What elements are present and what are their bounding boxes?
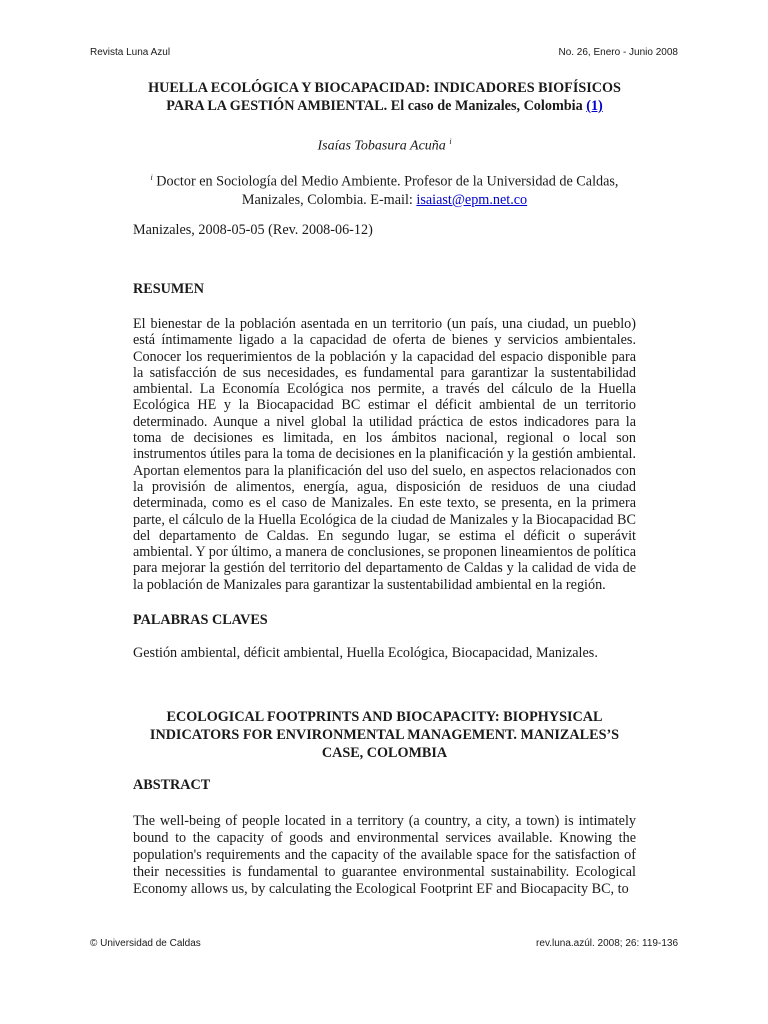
resumen-paragraph: El bienestar de la población asentada en un territorio (un país, una ciudad, un pueblo) está íntimamente ligado a la capacidad de oferta de bienes y servicios ambientales. Conocer los requerimientos de la población y la capacidad del espacio disponible para la satisfacción de sus necesidades, es fundamental para garantizar la sustentabilidad ambiental. La Economía Ecológica nos permite, a través del cálculo de la Huella Ecológica HE y la Biocapacidad BC estimar el déficit ambiental de un territorio determinado. Aunque a nivel global la utilidad práctica de estos indicadores para la toma de decisiones es limitada, en los ámbitos nacional, regional o local son instrumentos útiles para la toma de decisiones en la planificación y la gestión ambiental. Aportan elementos para la planificación del uso del suelo, en aspectos relacionados con la provisión de alimentos, energía, agua, disposición de residuos de una ciudad determinada, como es el caso de Manizales. En este texto, se presenta, en la primera parte, el cálculo de la Huella Ecológica de la ciudad de Manizales y la Biocapacidad BC del departamento de Caldas. En segundo lugar, se estima el déficit o superávit ambiental. Y por último, a manera de conclusiones, se proponen lineamientos de política para mejorar la gestión del territorio del departamento de Caldas y la calidad de vida de la población de Manizales para garantizar la sustentabilidad ambiental en la región. [133, 316, 636, 593]
affiliation-line1-wrap [133, 169, 636, 191]
article-title-line1: HUELLA ECOLÓGICA Y BIOCAPACIDAD: INDICADORES BIOFÍSICOS [148, 80, 621, 96]
article-date: Manizales, 2008-05-05 (Rev. 2008-06-12) [133, 221, 373, 238]
affiliation-line2-wrap [133, 191, 636, 209]
footer-citation: rev.luna.azúl. 2008; 26: 119-136 [536, 938, 678, 949]
resumen-heading: RESUMEN [133, 280, 204, 297]
keywords-paragraph: Gestión ambiental, déficit ambiental, Huella Ecológica, Biocapacidad, Manizales. [133, 645, 598, 662]
article-title [133, 79, 636, 115]
abstract-heading: ABSTRACT [133, 777, 211, 794]
english-title-line1: ECOLOGICAL FOOTPRINTS AND BIOCAPACITY: BIOPHYSICAL [166, 709, 603, 726]
english-title-line3: CASE, COLOMBIA [321, 745, 448, 762]
english-title-line2: INDICATORS FOR ENVIRONMENTAL MANAGEMENT. MANIZALES’S [149, 727, 620, 744]
footer-copyright: © Universidad de Caldas [90, 938, 201, 949]
author-line [133, 133, 636, 155]
article-title-line2-wrap [133, 97, 636, 115]
affiliation-line1: Doctor en Sociología del Medio Ambiente. Profesor de la Universidad de Caldas, [156, 173, 619, 190]
article-title-line2: PARA LA GESTIÓN AMBIENTAL. El caso de Manizales, Colombia [166, 98, 583, 114]
email-link[interactable]: isaiast@epm.net.co [416, 191, 528, 208]
author-name: Isaías Tobasura Acuña [317, 138, 446, 154]
keywords-heading: PALABRAS CLAVES [133, 612, 268, 629]
affiliation-superscript: i [150, 172, 153, 182]
english-title [133, 708, 636, 762]
affiliation-line2: Manizales, Colombia. E-mail: [241, 191, 417, 208]
journal-name: Revista Luna Azul [90, 47, 171, 58]
title-footnote-link[interactable]: (1) [586, 98, 603, 114]
author-superscript: i [449, 137, 452, 146]
article-body [133, 79, 636, 899]
author-affiliation [133, 169, 636, 209]
abstract-paragraph: The well-being of people located in a territory (a country, a city, a town) is intimately bound to the capacity of goods and environmental services available. Knowing the population's requirements and the capacity of the available space for the satisfaction of their necessities is fundamental to guarantee environmental sustainability. Ecological Economy allows us, by calculating the Ecological Footprint EF and Biocapacity BC, to [133, 812, 636, 898]
issue-info: No. 26, Enero - Junio 2008 [558, 47, 678, 58]
